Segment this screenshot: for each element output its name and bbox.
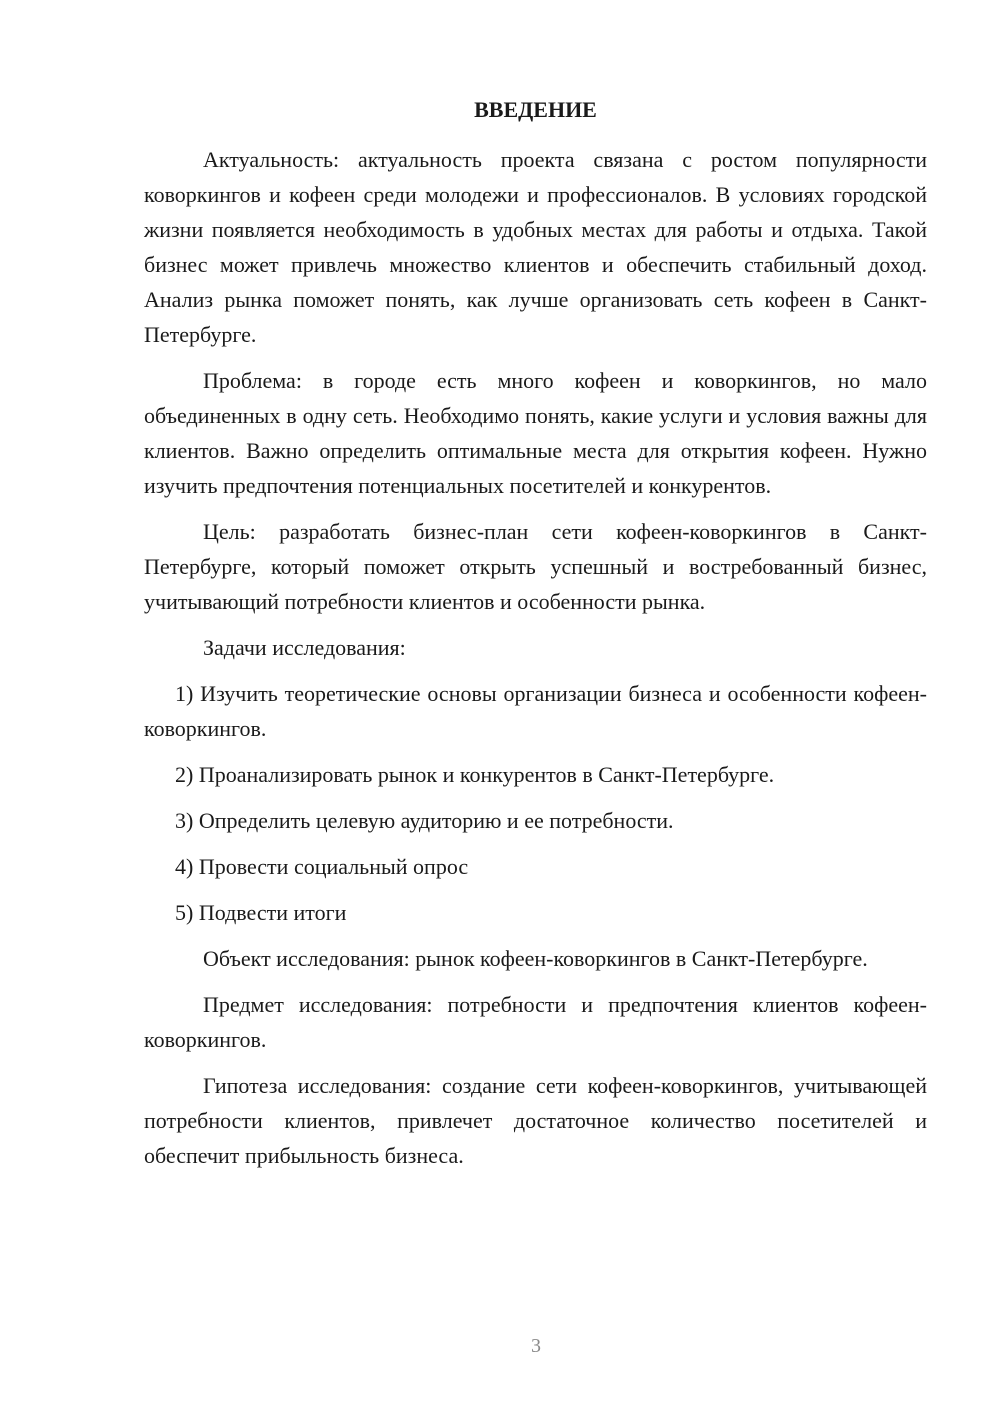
goal-paragraph: Цель: разработать бизнес-план сети кофеен-коворкингов в Санкт-Петербурге, который поможет открыть успешный и востребованный бизнес, учитывающий потребности клиентов и особенности рынка.	[144, 519, 927, 614]
tasks-heading: Задачи исследования:	[203, 635, 406, 660]
relevance-paragraph: Актуальность: актуальность проекта связана с ростом популярности коворкингов и кофеен среди молодежи и профессионалов. В условиях городской жизни появляется необходимость в удобных местах для работы и отдыха. Такой бизнес может привлечь множество клиентов и обеспечить стабильный доход. Анализ рынка поможет понять, как лучше организовать сеть кофеен в Санкт-Петербурге.	[144, 147, 927, 347]
task-item-2: 2) Проанализировать рынок и конкурентов в Санкт-Петербурге.	[175, 762, 775, 787]
problem-paragraph: Проблема: в городе есть много кофеен и коворкингов, но мало объединенных в одну сеть. Необходимо понять, какие услуги и условия важны для клиентов. Важно определить оптимальные места для открытия кофеен. Нужно изучить предпочтения потенциальных посетителей и конкурентов.	[144, 368, 927, 498]
task-item-4: 4) Провести социальный опрос	[175, 854, 469, 879]
task-item-5: 5) Подвести итоги	[175, 900, 347, 925]
task-item-3: 3) Определить целевую аудиторию и ее потребности.	[175, 808, 674, 833]
task-item-1: 1) Изучить теоретические основы организации бизнеса и особенности кофеен-коворкингов.	[144, 681, 927, 741]
object-paragraph: Объект исследования: рынок кофеен-коворкингов в Санкт-Петербурге.	[203, 946, 868, 971]
subject-paragraph: Предмет исследования: потребности и предпочтения клиентов кофеен-коворкингов.	[144, 992, 927, 1052]
page-number: 3	[531, 1335, 541, 1357]
section-title: ВВЕДЕНИЕ	[474, 97, 597, 122]
hypothesis-paragraph: Гипотеза исследования: создание сети кофеен-коворкингов, учитывающей потребности клиентов, привлечет достаточное количество посетителей и обеспечит прибыльность бизнеса.	[144, 1073, 927, 1168]
page-content	[144, 96, 927, 1173]
